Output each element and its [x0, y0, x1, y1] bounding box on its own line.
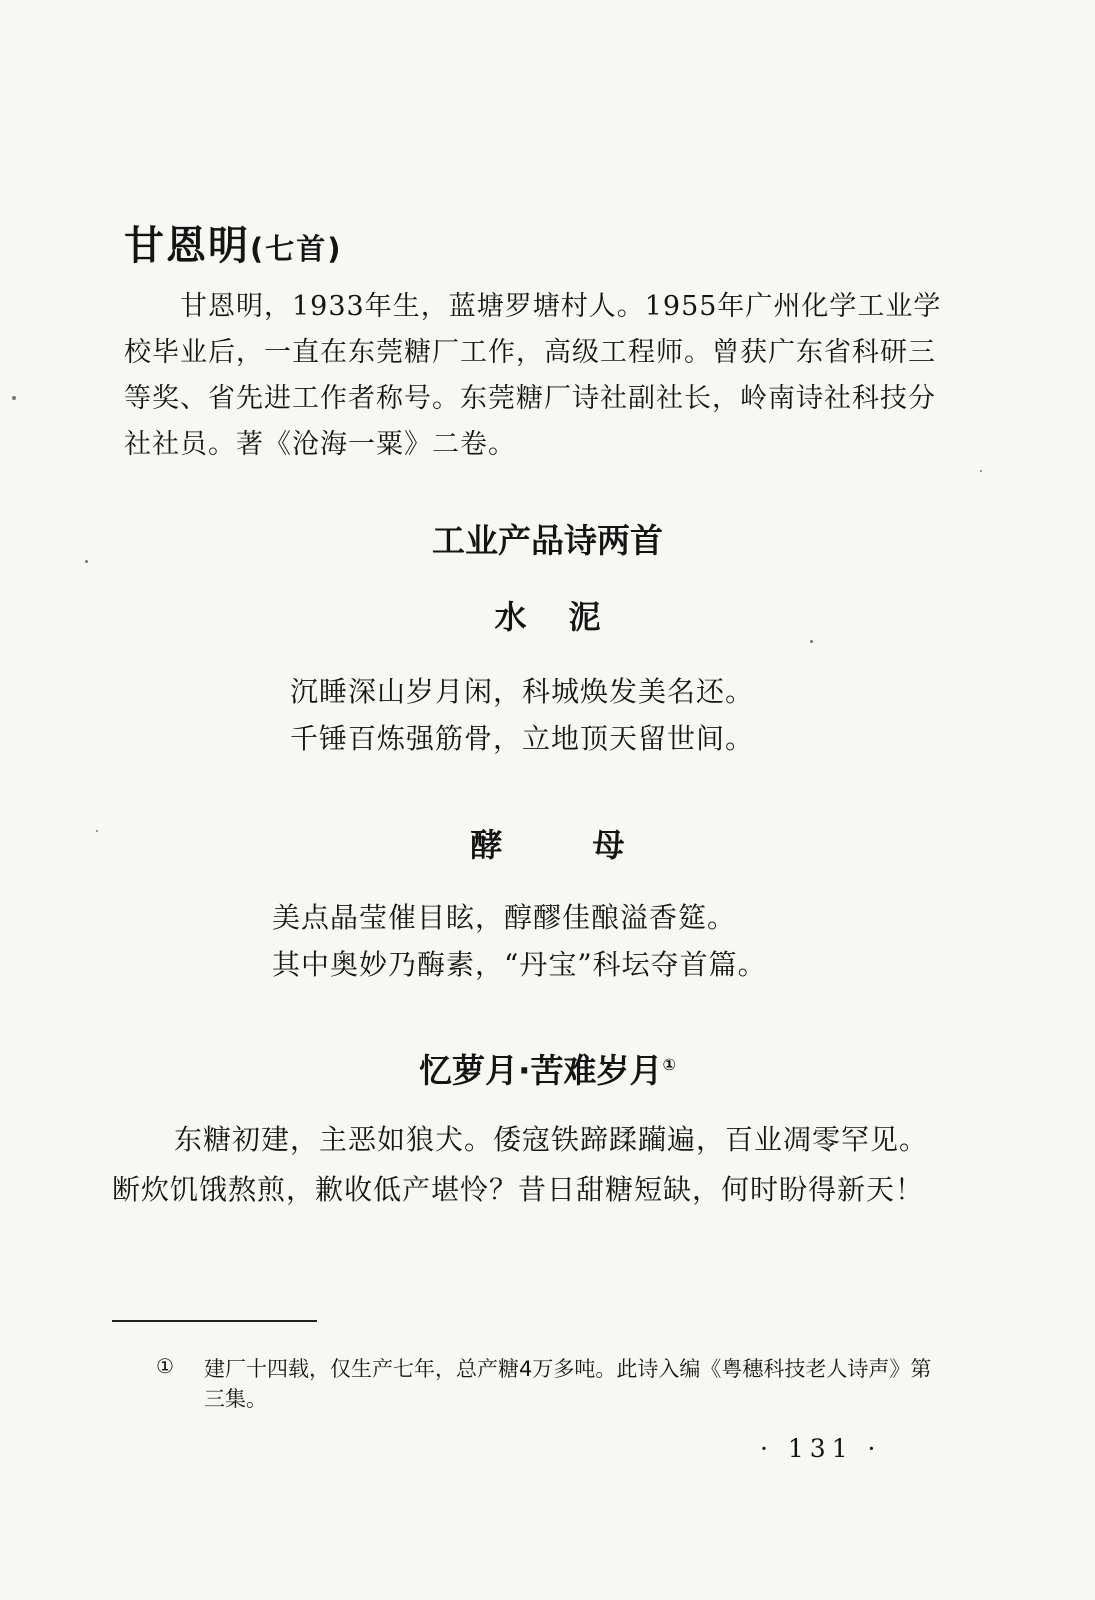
ci-body: 东糖初建，主恶如狼犬。倭寇铁蹄蹂躏遍，百业凋零罕见。 断炊饥饿熬煎，歉收低产堪怜？昔日甜糖短缺，何时盼得新天！: [112, 1123, 929, 1206]
ci-title-text: 忆萝月·苦难岁月: [418, 1051, 663, 1090]
page-number: · 131 ·: [760, 1434, 882, 1463]
section-title: 工业产品诗两首: [432, 521, 663, 560]
poem-count: (七首): [250, 232, 343, 266]
footnote-ref[interactable]: ①: [662, 1055, 677, 1074]
poem-line: 其中奥妙乃酶素，“丹宝”科坛夺首篇。: [272, 948, 767, 981]
author-bio: 甘恩明，1933年生，蓝塘罗塘村人。1955年广州化学工业学校毕业后，一直在东莞糖厂工作，高级工程师。曾获广东省科研三等奖、省先进工作者称号。东莞糖厂诗社副社长，岭南诗社科技分社社员。著《沧海一粟》二卷。: [124, 291, 942, 460]
poem-title-cement: 水泥: [494, 598, 643, 636]
scan-speck: [12, 396, 16, 400]
scan-speck: [810, 640, 813, 643]
author-title: [124, 214, 343, 271]
poem-line: 沉睡深山岁月闲，科城焕发美名还。: [290, 675, 755, 708]
poem-line: 千锤百炼强筋骨，立地顶天留世间。: [290, 722, 755, 755]
footnote-mark: ①: [156, 1354, 174, 1378]
ci-title: [0, 1045, 1095, 1092]
footnote-divider: [112, 1320, 317, 1322]
author-name: 甘恩明: [124, 223, 250, 269]
poem-title-yeast: 酵母: [470, 826, 715, 864]
scan-speck: [980, 470, 982, 472]
footnote-text: 建厂十四载，仅生产七年，总产糖4万多吨。此诗入编《粤穗科技老人诗声》第三集。: [204, 1357, 932, 1411]
poem-line: 美点晶莹催目眩，醇醪佳酿溢香筵。: [272, 901, 737, 934]
